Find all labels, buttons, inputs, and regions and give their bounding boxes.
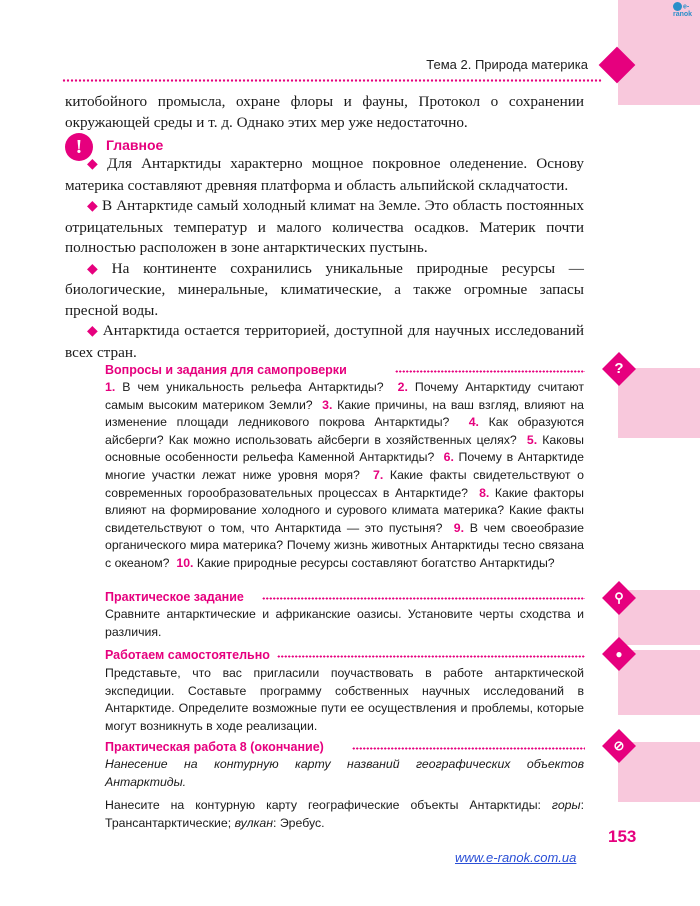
independent-title: Работаем самостоятельно (105, 648, 270, 662)
main-block-list (65, 154, 584, 363)
practical-task-title: Практическое задание (105, 590, 244, 604)
main-block-title: Главное (106, 137, 164, 153)
publisher-logo: e-ranok (673, 3, 693, 18)
practical-work-subtitle: Нанесение на контурную карту названий географических объектов Антарктиды. (105, 757, 584, 789)
page-theme: Тема 2. Природа материка (426, 57, 588, 72)
map-marker-icon: ⊘ (613, 738, 625, 753)
speech-bubble-icon: ● (615, 647, 623, 661)
practical-work-title: Практическая работа 8 (окончание) (105, 740, 324, 754)
practical-task-divider (262, 596, 585, 601)
practical-work-task: Нанесите на контурную карту географические объекты Антарктиды: горы: Трансантарктические; вулкан: Эребус. (105, 798, 584, 830)
intro-paragraph: китобойного промысла, охране флоры и фауны, Протокол о сохранении окружающей среды и т. д. Однако этих мер уже недостаточно. (65, 93, 584, 131)
main-point: ◆ В Антарктиде самый холодный климат на Земле. Это область постоянных отрицательных температур и малого количества осадков. Материк почти полностью расположен в зоне антарктических пустынь. (65, 197, 584, 256)
independent-text: Представьте, что вас пригласили поучаствовать в работе антарктической экспедиции. Составьте программу собственных научных исследований в Антарктиде. Определите возможные пути ее осуществления и проблемы, которые могут возникнуть в ходе реализации. (105, 666, 584, 733)
question-icon: ? (614, 360, 624, 377)
main-point: ◆ Для Антарктиды характерно мощное покровное оледенение. Основу материка составляют древняя платформа и область альпийской складчатости. (65, 155, 584, 194)
exclamation-icon: ! (65, 133, 93, 161)
main-point: ◆ На континенте сохранились уникальные природные ресурсы — биологические, минеральные, климатические, а также огромные запасы пресной воды. (65, 259, 584, 319)
main-point: ◆ Антарктида остается территорией, доступной для научных исследований всех стран. (65, 322, 584, 361)
page-number: 153 (608, 827, 637, 846)
diamond-bullet-icon: ◆ (87, 324, 99, 339)
website-link[interactable]: www.e-ranok.com.ua (455, 850, 577, 865)
independent-divider (277, 654, 585, 659)
diamond-bullet-icon: ◆ (87, 261, 108, 277)
practical-work-divider (352, 746, 585, 751)
header-divider (62, 78, 602, 83)
questions-list: 1. В чем уникальность рельефа Антарктиды? 2. Почему Антарктиду считают самым высоким материком Земли? 3. Какие причины, на ваш взгляд, влияют на изменение площади ледникового покрова Антарктиды? 4. Как образуются айсберги? Как можно использовать айсберги в хозяйственных целях? 5. Каковы основные особенности рельефа Каменной Антарктиды? 6. Почему в Антарктиде многие участки лежат ниже уровня моря? 7. Какие факты свидетельствуют о современных горообразовательных процессах в Антарктиде? 8. Какие факторы влияют на формирование холодного и сурового климата материка? Какие факты свидетельствуют о том, что Антарктида — это пустыня? 9. В чем своеобразие органического мира материка? Почему жизнь животных Антарктиды тесно связана с океаном? 10. Какие природные ресурсы составляют богатство Антарктиды? (105, 380, 585, 570)
questions-title: Вопросы и задания для самопроверки (105, 363, 347, 377)
search-icon: ⚲ (614, 590, 624, 605)
diamond-bullet-icon: ◆ (87, 199, 99, 214)
practical-task-text: Сравните антарктические и африканские оазисы. Установите черты сходства и различия. (105, 607, 584, 639)
diamond-bullet-icon: ◆ (87, 157, 104, 172)
questions-divider (395, 369, 585, 374)
